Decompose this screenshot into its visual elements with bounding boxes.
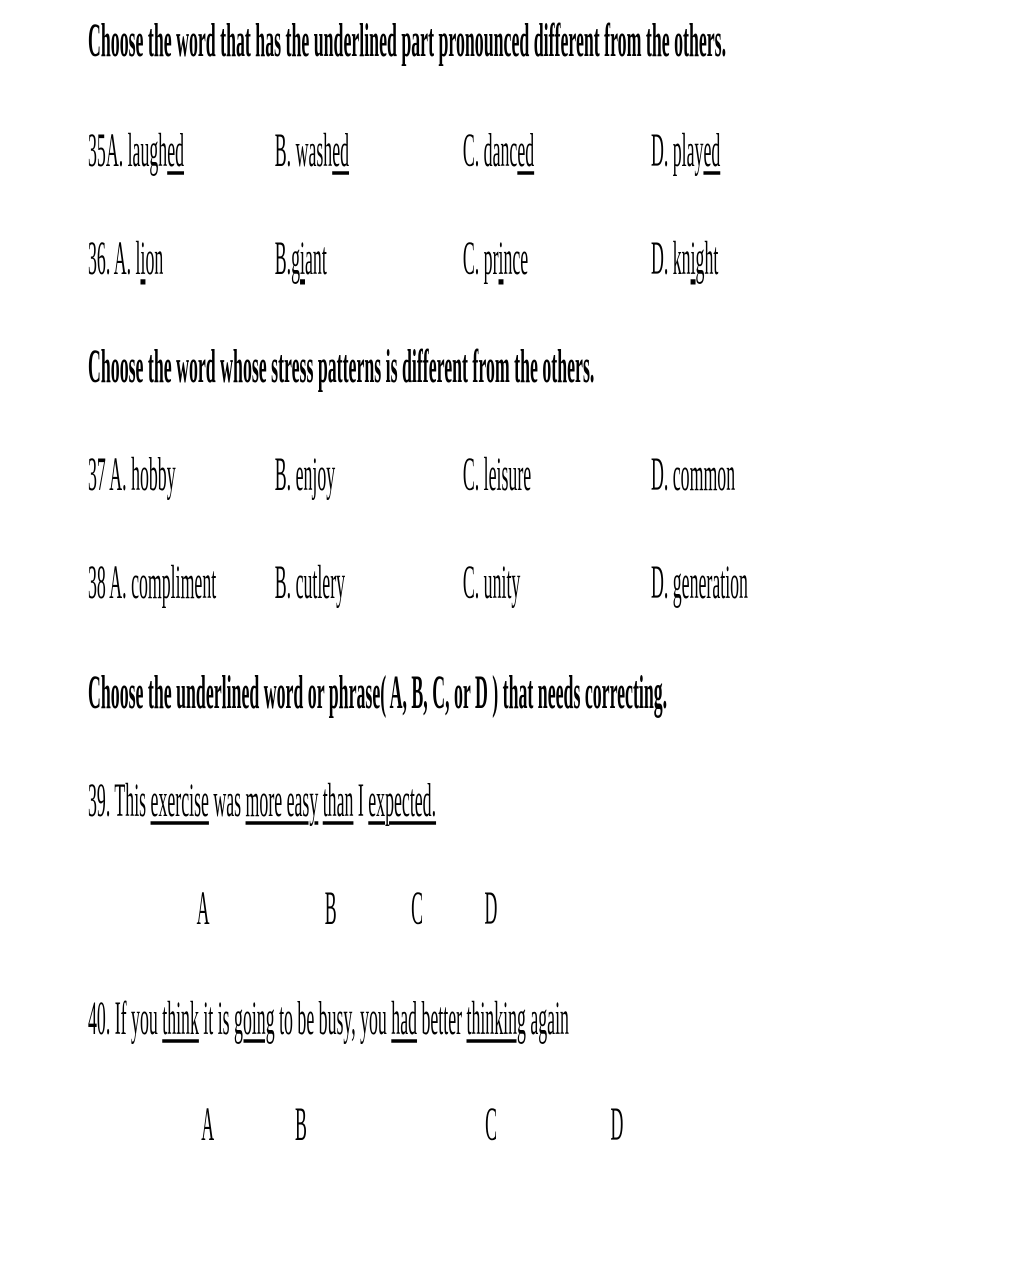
instruction-stress: Choose the word whose stress patterns is different from the others. bbox=[88, 340, 595, 393]
q36-option-c: C. prince bbox=[462, 232, 529, 285]
q37-option-a: 37 A. hobby bbox=[88, 448, 176, 501]
q36-option-b: B.giant bbox=[274, 232, 327, 285]
q39-letter-d: D bbox=[484, 882, 498, 935]
q40-letter-b: B bbox=[295, 1098, 307, 1151]
q39-letter-b: B bbox=[324, 882, 337, 935]
q36-option-a: 36. A. lion bbox=[88, 232, 164, 285]
q37-option-d: D. common bbox=[650, 448, 736, 501]
question-40: 40. If you think it is going to be busy, you had better thinking again bbox=[88, 992, 569, 1045]
q40-letter-a: A bbox=[201, 1098, 215, 1151]
q35-option-d: D. played bbox=[650, 124, 721, 177]
q38-option-b: B. cutlery bbox=[274, 556, 346, 609]
question-39: 39. This exercise was more easy than I expected. bbox=[88, 774, 437, 827]
q38-option-d: D. generation bbox=[650, 556, 748, 609]
q39-letter-c: C bbox=[411, 882, 424, 935]
instruction-pronunciation: Choose the word that has the underlined part pronounced different from the others. bbox=[88, 14, 727, 67]
q38-option-a: 38 A. compliment bbox=[88, 556, 217, 609]
q37-option-c: C. leisure bbox=[462, 448, 532, 501]
q35-option-c: C. danced bbox=[462, 124, 535, 177]
q36-option-d: D. knight bbox=[650, 232, 719, 285]
q35-option-b: B. washed bbox=[274, 124, 350, 177]
q35-option-a: 35A. laughed bbox=[88, 124, 185, 177]
instruction-error: Choose the underlined word or phrase( A, B, C, or D ) that needs correcting. bbox=[88, 666, 668, 719]
q40-letter-d: D bbox=[610, 1098, 624, 1151]
q39-letter-a: A bbox=[196, 882, 210, 935]
q40-letter-c: C bbox=[485, 1098, 497, 1151]
q37-option-b: B. enjoy bbox=[274, 448, 336, 501]
q38-option-c: C. unity bbox=[462, 556, 521, 609]
